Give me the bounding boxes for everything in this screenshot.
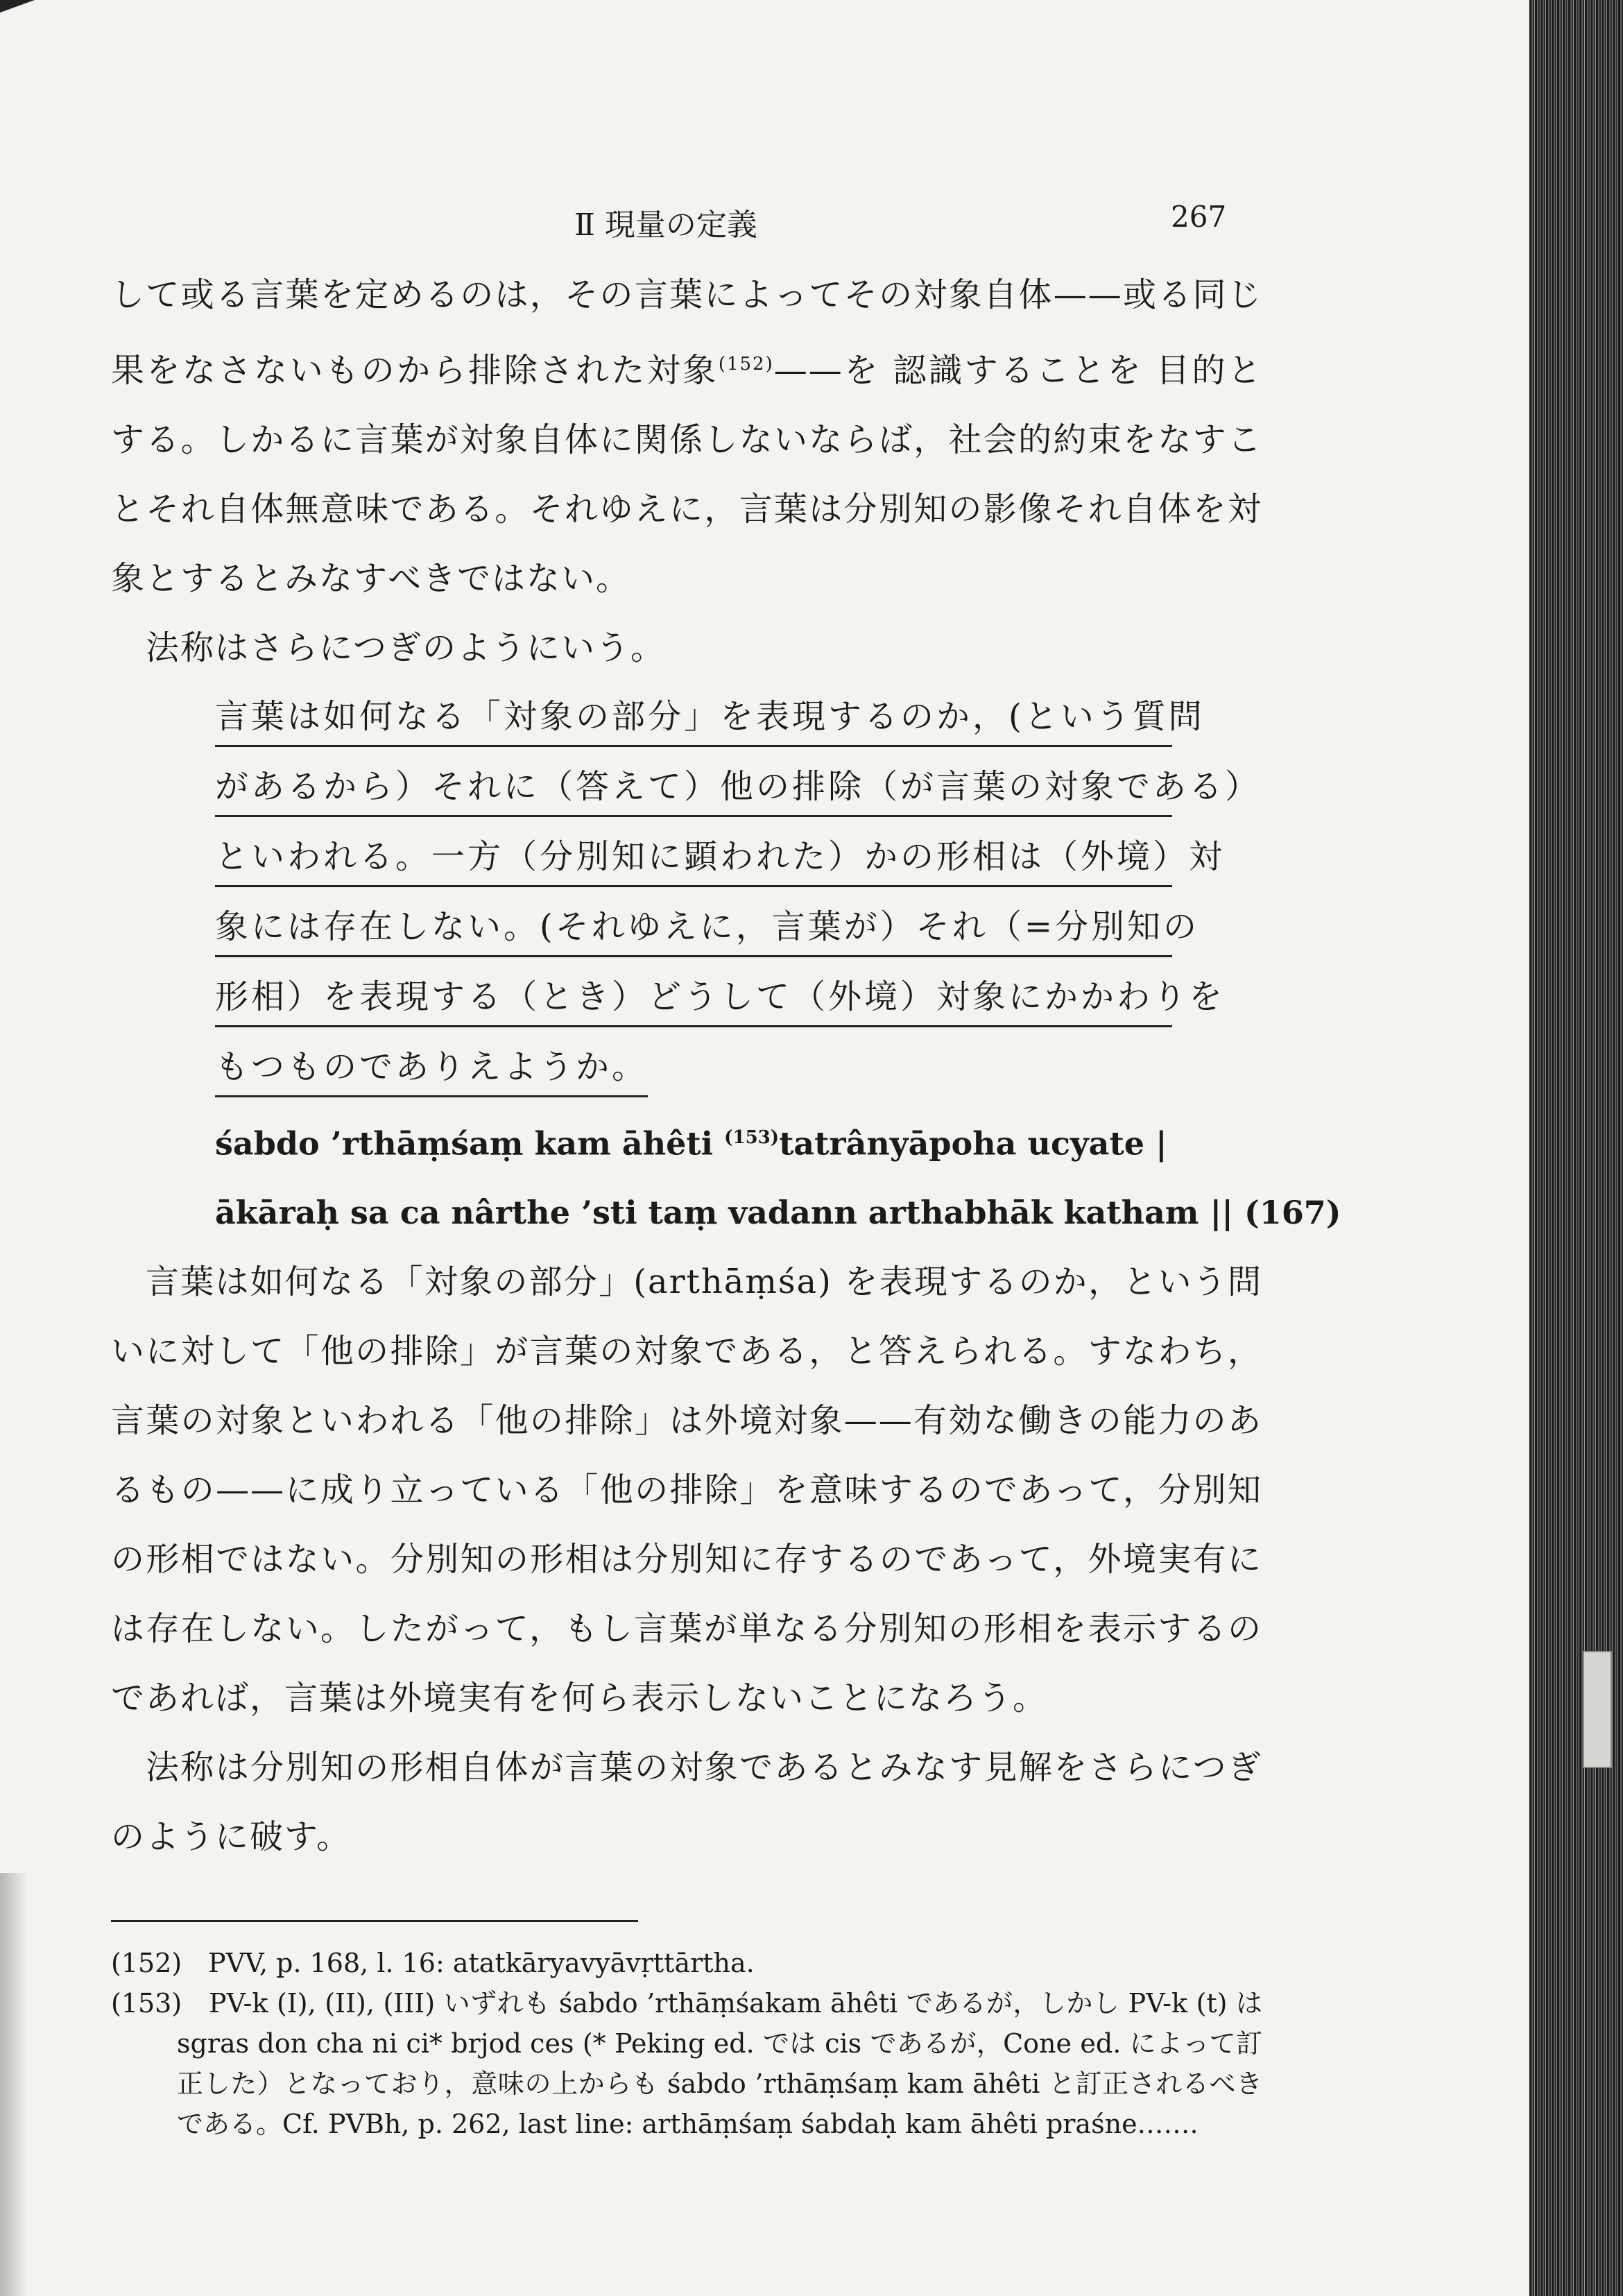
quote-line: 言葉は如何なる「対象の部分」を表現するのか，(という質問 <box>215 683 1172 747</box>
scan-shadow <box>0 1873 28 2296</box>
binding-tab <box>1583 1651 1612 1768</box>
running-title: Ⅱ 現量の定義 <box>574 207 757 243</box>
paragraph-3: 言葉は如何なる「対象の部分」(arthāṃśa) を表現するのか，という問いに対して「他の排除」が言葉の対象である，と答えられる。すなわち，言葉の対象といわれる「他の排除」は外境対象——有効な働きの能力のあるもの——に成り立っている「他の排除」を意味するのであって，分別知の形相ではない。分別知の形相は分別知に存するのであって，外境実有には存在しない。したがって，もし言葉が単なる分別知の形相を表示するのであれば，言葉は外境実有を何ら表示しないことになろう。 <box>111 1262 1262 1718</box>
paragraph-4: 法称は分別知の形相自体が言葉の対象であるとみなす見解をさらにつぎのように破す。 <box>111 1748 1262 1857</box>
paragraph-1-tail: ——を 認識することを 目的とする。しかるに言葉が対象自体に関係しないならば，社会的約束をなすことそれ自体無意味である。それゆえに，言葉は分別知の影像それ自体を対象とするとみなすべきではない。 <box>111 351 1262 598</box>
footnote-divider <box>111 1920 638 1922</box>
scan-corner-mark <box>0 0 49 24</box>
quote-line: 形相）を表現する（とき）どうして（外境）対象にかかわりを <box>215 963 1172 1027</box>
verse-text: śabdo ’rthāṃśaṃ kam āhêti <box>215 1124 725 1163</box>
paragraph-2: 法称はさらにつぎのようにいう。 <box>146 628 666 667</box>
footnote-153: (153) PV-k (I), (II), (III) いずれも śabdo ’rthāṃśakam āhêti であるが，しかし PV-k (t) は sgras don cha ni ci* brjod ces (* Peking ed. では cis であるが，Cone ed. によって訂正した）となっており，意味の上からも śabdo ’rthāṃśaṃ kam āhêti と訂正されるべきである。Cf. PVBh, p. 262, last line: arthāṃśaṃ śabdaḥ kam āhêti praśne……. <box>111 1988 1262 2140</box>
quote-line: もつものでありえようか。 <box>215 1033 648 1097</box>
sanskrit-verse-line-2: ākāraḥ sa ca nârthe ’sti taṃ vadann arthabhāk katham || (167) <box>215 1194 1341 1232</box>
book-binding-edge <box>1529 0 1623 2296</box>
page-header <box>0 200 1529 248</box>
quote-line: 象には存在しない。(それゆえに，言葉が）それ（=分別知の <box>215 893 1172 957</box>
footnote-ref-153: (153) <box>724 1127 780 1148</box>
paragraph-1-text: して或る言葉を定めるのは，その言葉によってその対象自体——或る同じ果をなさないものから排除された対象 <box>111 275 1262 390</box>
sanskrit-verse-line-1 <box>215 1103 1262 1178</box>
quote-line: といわれる。一方（分別知に顕われた）かの形相は（外境）対 <box>215 823 1172 887</box>
footnote-152: (152) PVV, p. 168, l. 16: atatkāryavyāvṛttārtha. <box>111 1948 755 1979</box>
verse-text: tatrânyāpoha ucyate | <box>779 1124 1167 1163</box>
footnote-ref-152: (152) <box>718 354 774 375</box>
translated-verse-block <box>215 683 1262 1103</box>
page-number: 267 <box>1171 200 1227 234</box>
body-text <box>111 260 1341 2144</box>
paragraph-1 <box>111 260 1262 613</box>
quote-line: があるから）それに（答えて）他の排除（が言葉の対象である） <box>215 753 1172 817</box>
